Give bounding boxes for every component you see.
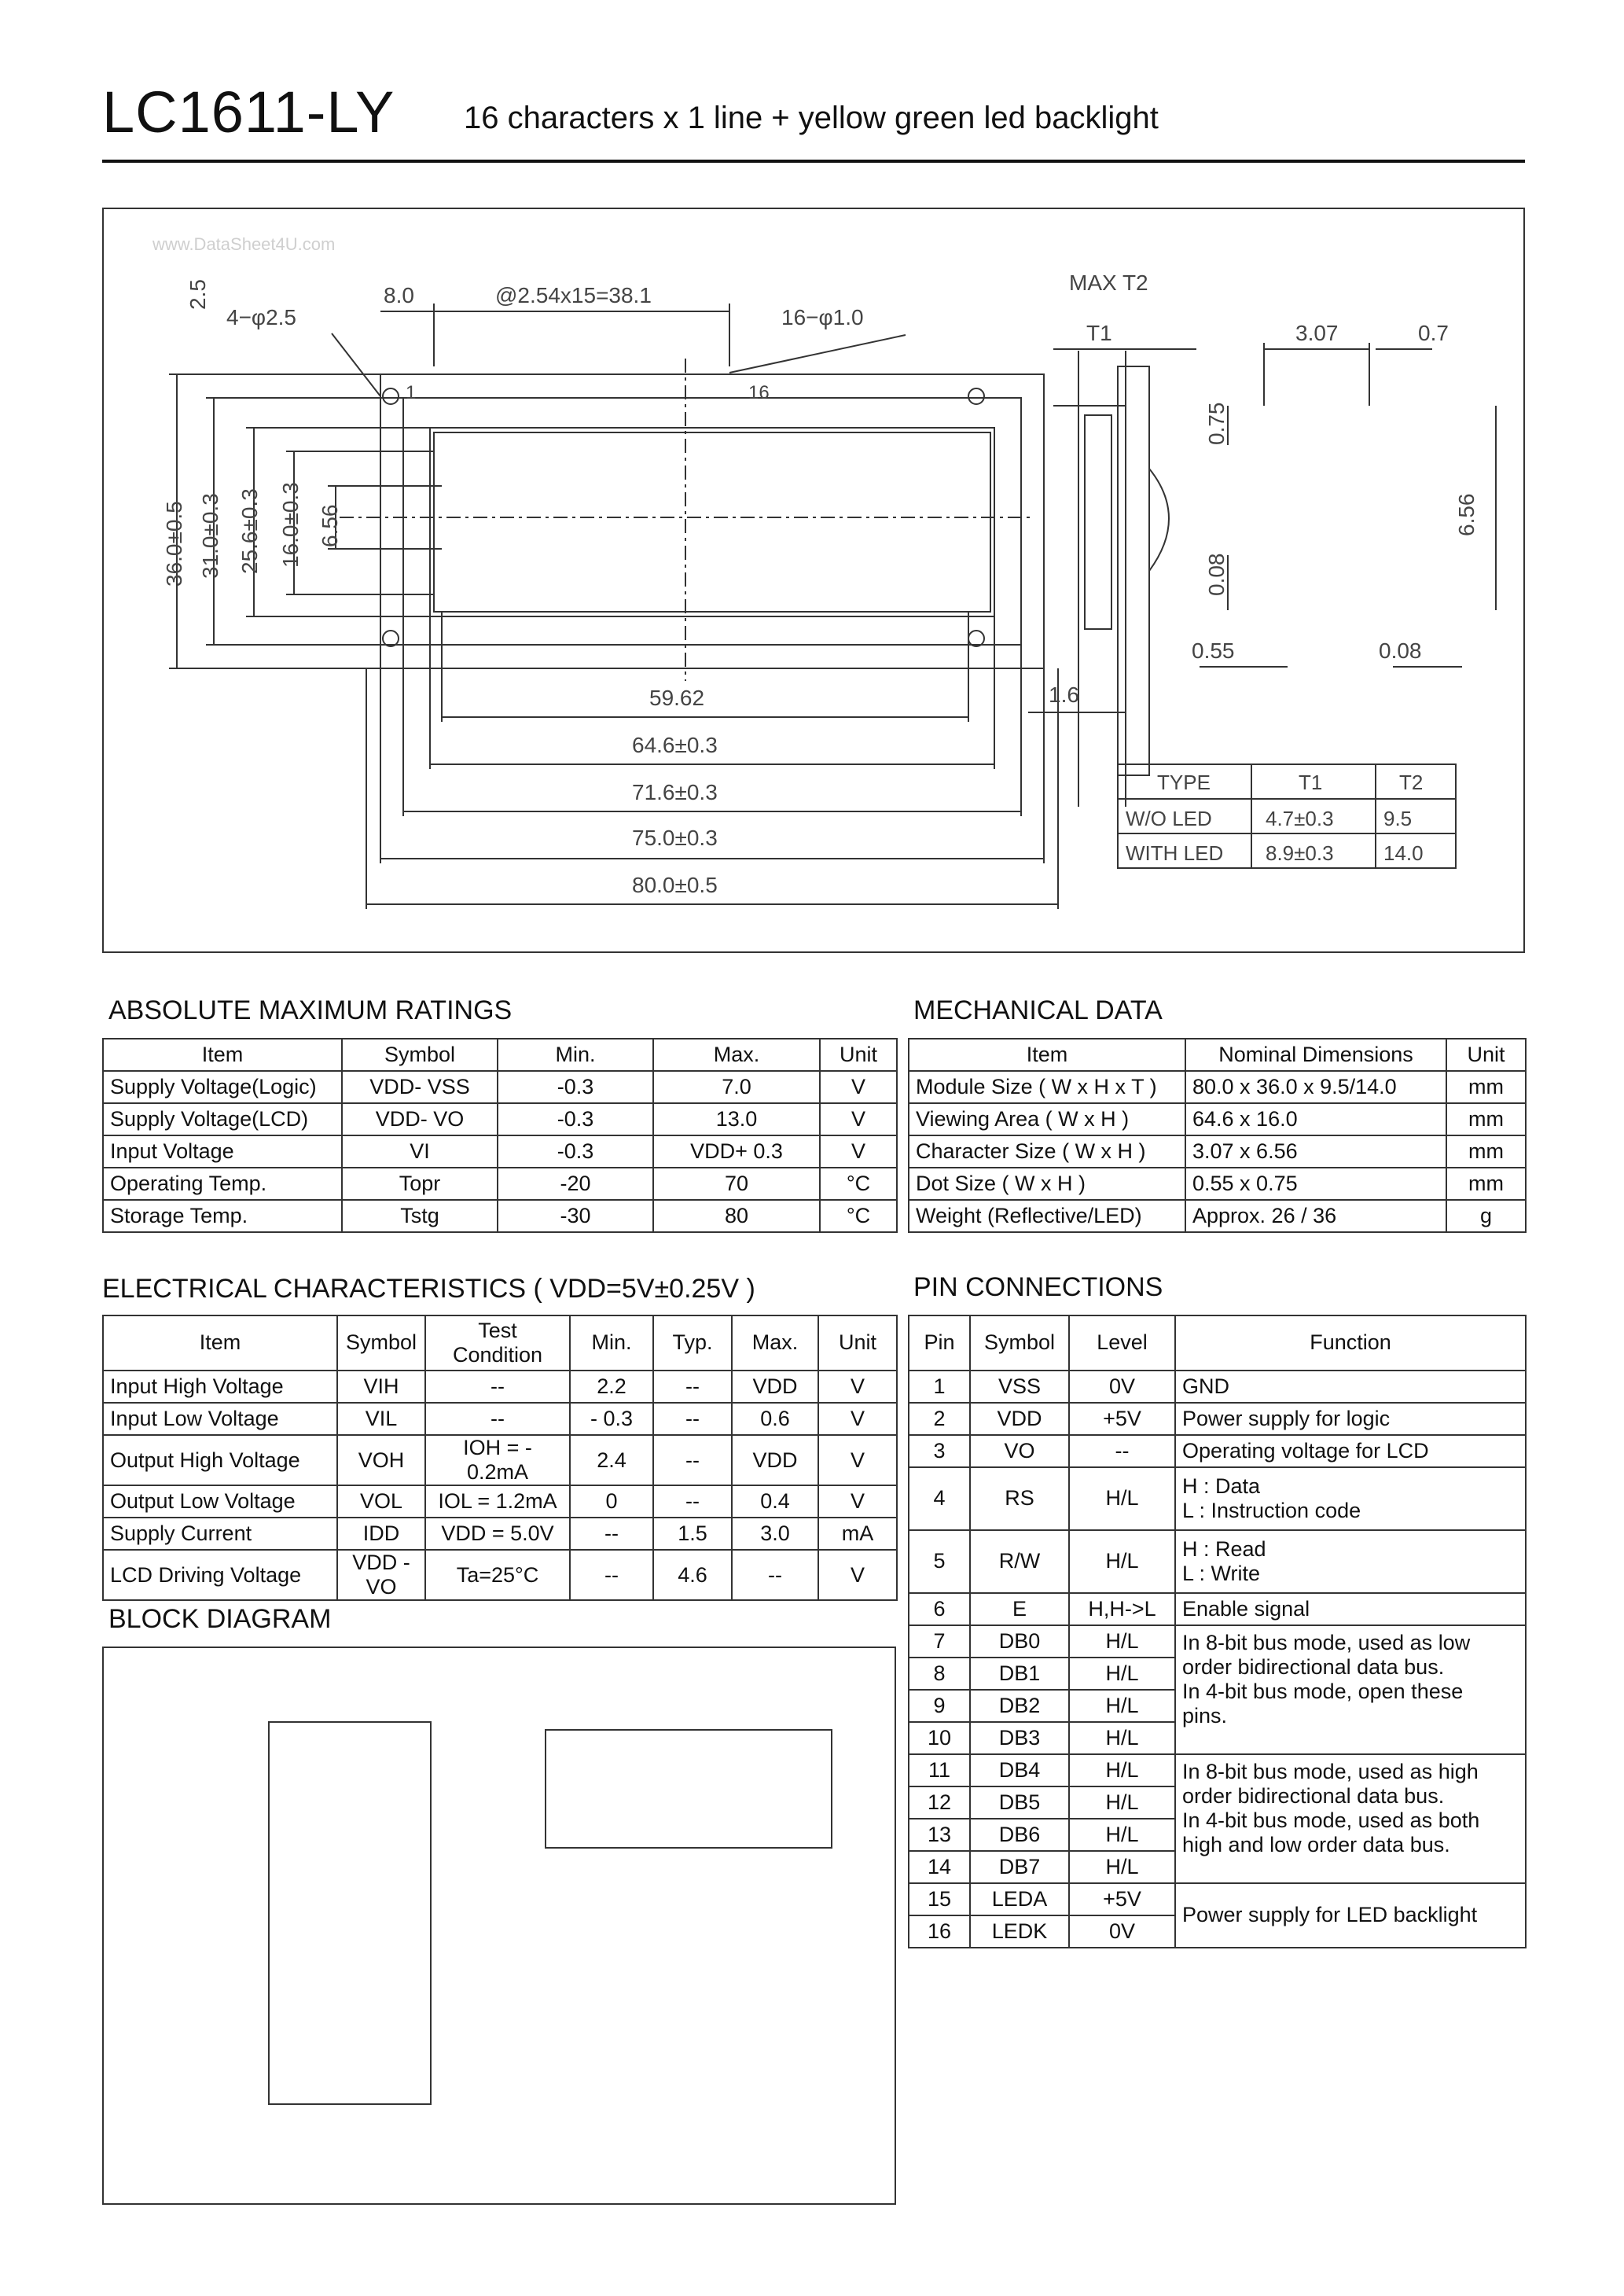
- cell-level: H/L: [1069, 1819, 1175, 1851]
- table-row: [909, 1371, 1526, 1403]
- cell-symbol: E: [970, 1593, 1069, 1625]
- electrical-table: [102, 1315, 898, 1601]
- mechanical-table: [908, 1038, 1527, 1233]
- cell-max: VDD: [732, 1435, 818, 1485]
- cell-pin: 3: [909, 1435, 970, 1467]
- cell-condition: --: [425, 1403, 570, 1435]
- drawing-watermark: www.DataSheet4U.com: [152, 234, 336, 254]
- table-row: [103, 1550, 897, 1600]
- table-row: [909, 1071, 1526, 1103]
- cell-item: Storage Temp.: [103, 1200, 342, 1232]
- type-table-cell: WITH LED: [1126, 841, 1224, 865]
- pins-title: PIN CONNECTIONS: [913, 1272, 1163, 1302]
- table-row: [103, 1435, 897, 1485]
- col-function: Function: [1175, 1315, 1526, 1371]
- dim-max-t2: MAX T2: [1069, 270, 1148, 295]
- type-table-cell: 14.0: [1383, 841, 1424, 865]
- cell-symbol: DB3: [970, 1722, 1069, 1754]
- cell-pin: 4: [909, 1467, 970, 1530]
- cell-unit: V: [820, 1103, 897, 1135]
- cell-symbol: VIH: [337, 1371, 425, 1403]
- col-min: Min.: [570, 1315, 653, 1371]
- cell-condition: Ta=25°C: [425, 1550, 570, 1600]
- mechanical-drawing: [102, 208, 1525, 953]
- cell-symbol: DB0: [970, 1625, 1069, 1658]
- cell-item: Output High Voltage: [103, 1435, 337, 1485]
- cell-unit: °C: [820, 1200, 897, 1232]
- cell-item: Input High Voltage: [103, 1371, 337, 1403]
- cell-min: -0.3: [498, 1135, 653, 1168]
- cell-unit: V: [818, 1485, 897, 1518]
- cell-symbol: VDD- VO: [342, 1103, 498, 1135]
- cell-symbol: Topr: [342, 1168, 498, 1200]
- dim-16: 16.0±0.3: [278, 482, 303, 568]
- type-table-header-t1: T1: [1299, 771, 1323, 794]
- cell-function: GND: [1175, 1371, 1526, 1403]
- dim-0-08-v: 0.08: [1204, 553, 1229, 596]
- cell-level: +5V: [1069, 1403, 1175, 1435]
- col-dimensions: Nominal Dimensions: [1185, 1039, 1446, 1071]
- cell-item: Supply Voltage(Logic): [103, 1071, 342, 1103]
- dim-80: 80.0±0.5: [632, 873, 718, 897]
- col-typ: Typ.: [653, 1315, 732, 1371]
- cell-symbol: IDD: [337, 1518, 425, 1550]
- cell-unit: V: [818, 1403, 897, 1435]
- cell-typ: 4.6: [653, 1550, 732, 1600]
- cell-symbol: VO: [970, 1435, 1069, 1467]
- header-rule: [102, 160, 1525, 163]
- dim-pitch: @2.54x15=38.1: [495, 283, 652, 307]
- cell-function: H : Read L : Write: [1175, 1530, 1526, 1593]
- cell-value: 3.07 x 6.56: [1185, 1135, 1446, 1168]
- dim-0-55: 0.55: [1192, 638, 1235, 663]
- cell-pin: 13: [909, 1819, 970, 1851]
- cell-condition: VDD = 5.0V: [425, 1518, 570, 1550]
- cell-pin: 12: [909, 1786, 970, 1819]
- cell-symbol: VSS: [970, 1371, 1069, 1403]
- dim-8-0: 8.0: [384, 283, 414, 307]
- module-outline: [380, 374, 1044, 668]
- cell-min: --: [570, 1550, 653, 1600]
- cell-min: 2.2: [570, 1371, 653, 1403]
- cell-unit: g: [1446, 1200, 1526, 1232]
- table-row: [909, 1883, 1526, 1915]
- table-row: [103, 1518, 897, 1550]
- table-row: [103, 1103, 897, 1135]
- table-row: [103, 1371, 897, 1403]
- cell-unit: V: [818, 1371, 897, 1403]
- cell-item: Dot Size ( W x H ): [909, 1168, 1185, 1200]
- dim-75: 75.0±0.3: [632, 826, 718, 850]
- cell-pin: 9: [909, 1690, 970, 1722]
- dim-pins: 16−φ1.0: [781, 305, 864, 329]
- dim-0-08-h: 0.08: [1379, 638, 1422, 663]
- cell-pin: 16: [909, 1915, 970, 1948]
- cell-symbol: DB5: [970, 1786, 1069, 1819]
- abs-max-table: [102, 1038, 898, 1233]
- table-row: [909, 1403, 1526, 1435]
- cell-value: 0.55 x 0.75: [1185, 1168, 1446, 1200]
- table-row: [909, 1135, 1526, 1168]
- dim-char-6-56: 6.56: [1454, 493, 1479, 536]
- cell-level: +5V: [1069, 1883, 1175, 1915]
- cell-symbol: DB4: [970, 1754, 1069, 1786]
- table-row: [909, 1530, 1526, 1593]
- cell-typ: --: [653, 1403, 732, 1435]
- dim-1-6: 1.6: [1049, 683, 1079, 707]
- dim-2-5: 2.5: [186, 279, 210, 310]
- cell-symbol: VOL: [337, 1485, 425, 1518]
- controller-box: [269, 1722, 431, 2104]
- col-unit: Unit: [820, 1039, 897, 1071]
- cell-symbol: DB1: [970, 1658, 1069, 1690]
- cell-min: -30: [498, 1200, 653, 1232]
- cell-min: -0.3: [498, 1071, 653, 1103]
- dim-0-7: 0.7: [1418, 321, 1449, 345]
- cell-unit: mm: [1446, 1135, 1526, 1168]
- cell-max: --: [732, 1550, 818, 1600]
- dim-6-56: 6.56: [318, 504, 342, 547]
- cell-typ: 1.5: [653, 1518, 732, 1550]
- block-diagram: [102, 1647, 896, 2205]
- part-number-title: LC1611-LY: [102, 79, 395, 145]
- cell-value: 64.6 x 16.0: [1185, 1103, 1446, 1135]
- cell-unit: mm: [1446, 1168, 1526, 1200]
- mechanical-title: MECHANICAL DATA: [913, 995, 1163, 1025]
- cell-max: VDD+ 0.3: [653, 1135, 820, 1168]
- cell-level: 0V: [1069, 1371, 1175, 1403]
- cell-level: H,H->L: [1069, 1593, 1175, 1625]
- cell-pin: 15: [909, 1883, 970, 1915]
- col-unit: Unit: [1446, 1039, 1526, 1071]
- type-table-header-type: TYPE: [1157, 771, 1211, 794]
- cell-level: H/L: [1069, 1786, 1175, 1819]
- table-row: [103, 1403, 897, 1435]
- table-row: [103, 1071, 897, 1103]
- mount-hole: [383, 388, 399, 404]
- table-row: [909, 1200, 1526, 1232]
- cell-pin: 5: [909, 1530, 970, 1593]
- col-item: Item: [103, 1039, 342, 1071]
- table-row: [909, 1625, 1526, 1658]
- dim-36: 36.0±0.5: [162, 501, 186, 587]
- col-test-condition: Test Condition: [425, 1315, 570, 1371]
- cell-level: H/L: [1069, 1658, 1175, 1690]
- cell-typ: --: [653, 1371, 732, 1403]
- col-symbol: Symbol: [342, 1039, 498, 1071]
- cell-unit: mm: [1446, 1103, 1526, 1135]
- cell-level: H/L: [1069, 1851, 1175, 1883]
- cell-symbol: Tstg: [342, 1200, 498, 1232]
- col-max: Max.: [653, 1039, 820, 1071]
- cell-max: VDD: [732, 1371, 818, 1403]
- cell-function: H : Data L : Instruction code: [1175, 1467, 1526, 1530]
- cell-condition: IOH = - 0.2mA: [425, 1435, 570, 1485]
- cell-symbol: VI: [342, 1135, 498, 1168]
- cell-function: Enable signal: [1175, 1593, 1526, 1625]
- cell-symbol: VDD- VSS: [342, 1071, 498, 1103]
- cell-pin: 10: [909, 1722, 970, 1754]
- table-row: [103, 1485, 897, 1518]
- cell-symbol: LEDK: [970, 1915, 1069, 1948]
- cell-symbol: VOH: [337, 1435, 425, 1485]
- cell-symbol: DB6: [970, 1819, 1069, 1851]
- type-table-cell: 9.5: [1383, 807, 1413, 830]
- cell-max: 0.6: [732, 1403, 818, 1435]
- cell-value: 80.0 x 36.0 x 9.5/14.0: [1185, 1071, 1446, 1103]
- col-unit: Unit: [818, 1315, 897, 1371]
- table-row: [909, 1754, 1526, 1786]
- table-row: [103, 1135, 897, 1168]
- cell-function: Operating voltage for LCD: [1175, 1435, 1526, 1467]
- part-description: 16 characters x 1 line + yellow green led backlight: [464, 101, 1159, 135]
- cell-pin: 6: [909, 1593, 970, 1625]
- cell-symbol: R/W: [970, 1530, 1069, 1593]
- col-level: Level: [1069, 1315, 1175, 1371]
- cell-item: Operating Temp.: [103, 1168, 342, 1200]
- cell-pin: 8: [909, 1658, 970, 1690]
- cell-unit: V: [820, 1135, 897, 1168]
- cell-max: 70: [653, 1168, 820, 1200]
- col-symbol: Symbol: [337, 1315, 425, 1371]
- cell-pin: 14: [909, 1851, 970, 1883]
- cell-typ: --: [653, 1485, 732, 1518]
- cell-item: Input Voltage: [103, 1135, 342, 1168]
- dim-71-6: 71.6±0.3: [632, 780, 718, 804]
- dim-3-07: 3.07: [1295, 321, 1339, 345]
- cell-level: H/L: [1069, 1625, 1175, 1658]
- dim-holes: 4−φ2.5: [226, 305, 297, 329]
- col-item: Item: [909, 1039, 1185, 1071]
- table-row: [103, 1168, 897, 1200]
- panel-box: [546, 1730, 832, 1848]
- pins-table: [908, 1315, 1527, 1948]
- cell-pin: 11: [909, 1754, 970, 1786]
- cell-symbol: RS: [970, 1467, 1069, 1530]
- cell-item: Output Low Voltage: [103, 1485, 337, 1518]
- cell-item: Viewing Area ( W x H ): [909, 1103, 1185, 1135]
- cell-unit: V: [818, 1550, 897, 1600]
- cell-unit: mA: [818, 1518, 897, 1550]
- dim-25-6: 25.6±0.3: [237, 488, 262, 574]
- cell-unit: V: [820, 1071, 897, 1103]
- col-max: Max.: [732, 1315, 818, 1371]
- cell-typ: --: [653, 1435, 732, 1485]
- cell-max: 80: [653, 1200, 820, 1232]
- table-row: [909, 1467, 1526, 1530]
- type-table-cell: 8.9±0.3: [1266, 841, 1334, 865]
- cell-function-db-low: In 8-bit bus mode, used as low order bidirectional data bus. In 4-bit bus mode, open these pins.: [1175, 1625, 1526, 1754]
- cell-item: LCD Driving Voltage: [103, 1550, 337, 1600]
- dim-t1: T1: [1086, 321, 1112, 345]
- cell-symbol: VIL: [337, 1403, 425, 1435]
- cell-min: -20: [498, 1168, 653, 1200]
- cell-symbol: DB2: [970, 1690, 1069, 1722]
- cell-function-led: Power supply for LED backlight: [1175, 1883, 1526, 1948]
- cell-level: H/L: [1069, 1467, 1175, 1530]
- cell-item: Weight (Reflective/LED): [909, 1200, 1185, 1232]
- pin-1-label: 1: [406, 382, 417, 403]
- cell-pin: 7: [909, 1625, 970, 1658]
- table-row: [909, 1435, 1526, 1467]
- cell-pin: 2: [909, 1403, 970, 1435]
- cell-function: Power supply for logic: [1175, 1403, 1526, 1435]
- cell-min: 2.4: [570, 1435, 653, 1485]
- col-symbol: Symbol: [970, 1315, 1069, 1371]
- cell-item: Input Low Voltage: [103, 1403, 337, 1435]
- cell-function-db-high: In 8-bit bus mode, used as high order bidirectional data bus. In 4-bit bus mode, used as both high and low order data bus.: [1175, 1754, 1526, 1883]
- cell-min: -0.3: [498, 1103, 653, 1135]
- cell-unit: mm: [1446, 1071, 1526, 1103]
- cell-max: 0.4: [732, 1485, 818, 1518]
- table-row: [909, 1593, 1526, 1625]
- col-min: Min.: [498, 1039, 653, 1071]
- cell-value: Approx. 26 / 36: [1185, 1200, 1446, 1232]
- cell-unit: V: [818, 1435, 897, 1485]
- cell-item: Module Size ( W x H x T ): [909, 1071, 1185, 1103]
- cell-symbol: DB7: [970, 1851, 1069, 1883]
- cell-condition: --: [425, 1371, 570, 1403]
- mount-hole: [968, 388, 984, 404]
- cell-symbol: LEDA: [970, 1883, 1069, 1915]
- dim-31: 31.0±0.3: [198, 493, 222, 579]
- cell-item: Character Size ( W x H ): [909, 1135, 1185, 1168]
- abs-max-title: ABSOLUTE MAXIMUM RATINGS: [108, 995, 513, 1025]
- cell-item: Supply Current: [103, 1518, 337, 1550]
- cell-condition: IOL = 1.2mA: [425, 1485, 570, 1518]
- cell-level: --: [1069, 1435, 1175, 1467]
- cell-item: Supply Voltage(LCD): [103, 1103, 342, 1135]
- cell-min: 0: [570, 1485, 653, 1518]
- col-item: Item: [103, 1315, 337, 1371]
- block-diagram-title: BLOCK DIAGRAM: [108, 1604, 332, 1634]
- cell-unit: °C: [820, 1168, 897, 1200]
- cell-level: H/L: [1069, 1530, 1175, 1593]
- cell-level: H/L: [1069, 1722, 1175, 1754]
- cell-symbol: VDD: [970, 1403, 1069, 1435]
- dim-59-62: 59.62: [649, 686, 705, 710]
- cell-symbol: VDD - VO: [337, 1550, 425, 1600]
- table-row: [909, 1168, 1526, 1200]
- dim-64-6: 64.6±0.3: [632, 733, 718, 757]
- dim-0-75: 0.75: [1204, 402, 1229, 445]
- cell-max: 13.0: [653, 1103, 820, 1135]
- type-table-header-t2: T2: [1399, 771, 1424, 794]
- col-pin: Pin: [909, 1315, 970, 1371]
- pin-16-label: 16: [748, 382, 770, 403]
- table-row: [103, 1200, 897, 1232]
- cell-level: H/L: [1069, 1690, 1175, 1722]
- cell-pin: 1: [909, 1371, 970, 1403]
- type-table-cell: W/O LED: [1126, 807, 1212, 830]
- electrical-title: ELECTRICAL CHARACTERISTICS ( VDD=5V±0.25V ): [102, 1274, 755, 1304]
- cell-level: H/L: [1069, 1754, 1175, 1786]
- cell-level: 0V: [1069, 1915, 1175, 1948]
- type-table-cell: 4.7±0.3: [1266, 807, 1334, 830]
- cell-min: - 0.3: [570, 1403, 653, 1435]
- cell-min: --: [570, 1518, 653, 1550]
- cell-max: 3.0: [732, 1518, 818, 1550]
- cell-max: 7.0: [653, 1071, 820, 1103]
- table-row: [909, 1103, 1526, 1135]
